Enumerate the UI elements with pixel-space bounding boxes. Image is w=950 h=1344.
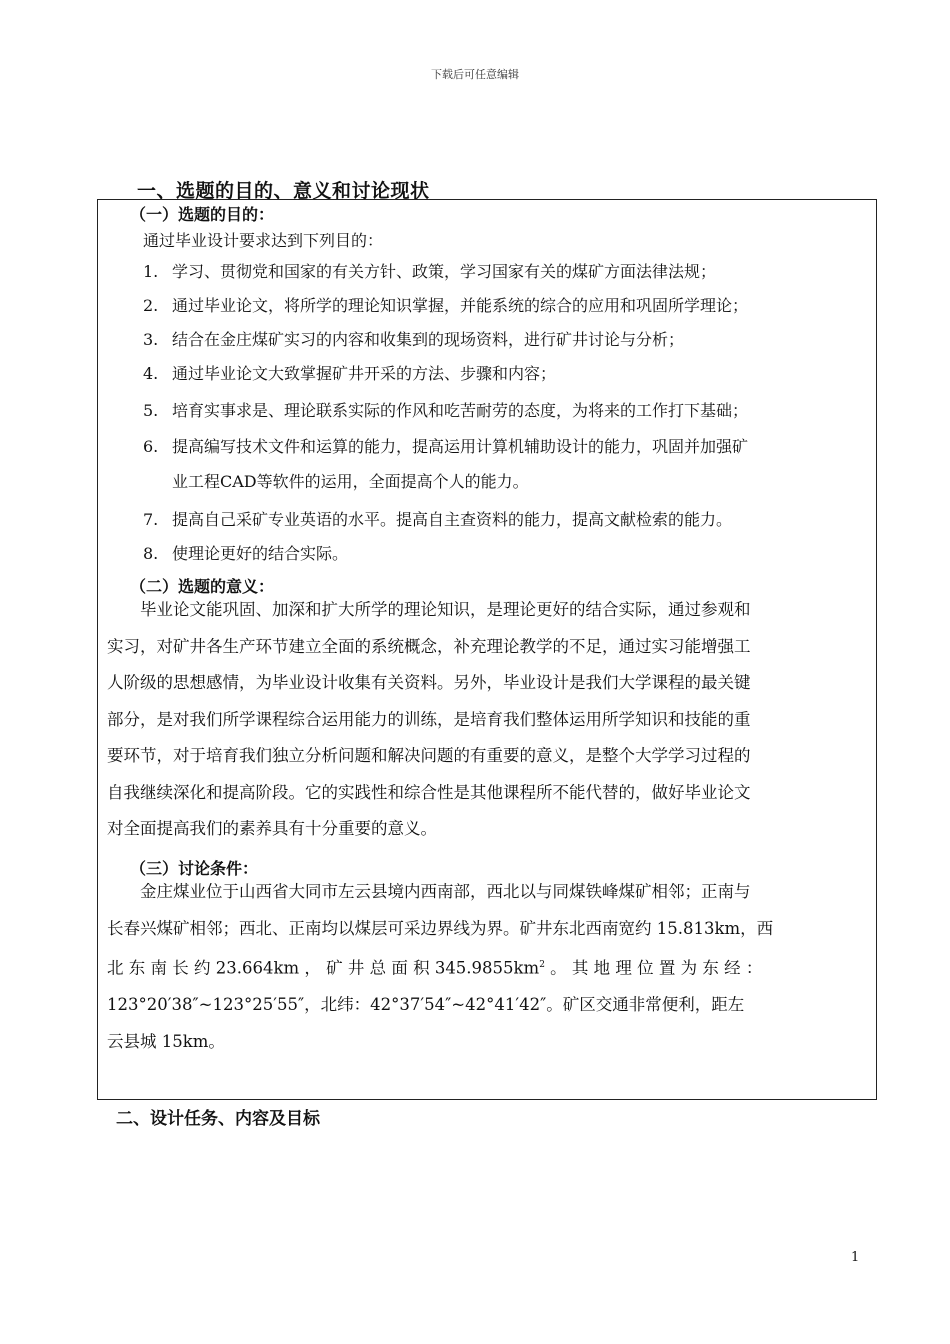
list-item-text: 学习、贯彻党和国家的有关方针、政策，学习国家有关的煤矿方面法律法规；: [172, 262, 717, 281]
list-item: [143, 506, 748, 540]
paragraph-line: 自我继续深化和提高阶段。它的实践性和综合性是其他课程所不能代替的，做好毕业论文: [107, 782, 751, 802]
list-item: [143, 258, 748, 292]
section-title: 一、选题的目的、意义和讨论现状: [137, 180, 430, 202]
conditions-heading: （三）讨论条件：: [130, 859, 259, 878]
list-item: [143, 540, 748, 574]
list-item: [143, 292, 748, 326]
list-item-number: 8.: [143, 544, 159, 563]
area-unit-superscript: 2: [539, 960, 545, 970]
page-header-note: 下载后可任意编辑: [431, 68, 519, 81]
list-item-text: 提高编写技术文件和运算的能力，提高运用计算机辅助设计的能力，巩固并加强矿: [172, 437, 749, 456]
list-item-text: 使理论更好的结合实际。: [172, 544, 349, 563]
list-item-number: 6.: [143, 437, 159, 456]
section-2-title: 二、设计任务、内容及目标: [116, 1109, 320, 1129]
list-item: [143, 326, 748, 360]
paragraph-line: 123°20′38″~123°25′55″，北纬：42°37′54″~42°41′42″。矿区交通非常便利，距左: [107, 995, 745, 1014]
paragraph-line: 云县城 15km。: [107, 1031, 225, 1051]
list-item-number: 5.: [143, 401, 159, 420]
list-item-text: 提高自己采矿专业英语的水平。提高自主查资料的能力，提高文献检索的能力。: [172, 510, 733, 529]
list-item-number: 2.: [143, 296, 159, 315]
list-item-text: 结合在金庄煤矿实习的内容和收集到的现场资料，进行矿井讨论与分析；: [172, 330, 685, 349]
paragraph-line: 要环节，对于培育我们独立分析问题和解决问题的有重要的意义，是整个大学学习过程的: [107, 746, 751, 765]
coordinate-lead: 。 其 地 理 位 置 为 东 经 ：: [544, 958, 763, 978]
list-item-text: 培育实事求是、理论联系实际的作风和吃苦耐劳的态度，为将来的工作打下基础；: [172, 401, 749, 420]
significance-heading: （二）选题的意义：: [130, 577, 275, 596]
paragraph-line: [107, 947, 869, 987]
purpose-heading: （一）选题的目的：: [130, 205, 275, 224]
purpose-intro: 通过毕业设计要求达到下列目的：: [143, 231, 384, 250]
list-item-continuation: [143, 466, 748, 506]
list-item-number: 1.: [143, 262, 159, 281]
list-item-text: 业工程CAD等软件的运用，全面提高个人的能力。: [172, 472, 529, 491]
paragraph-line: 长春兴煤矿相邻；西北、正南均以煤层可采边界线为界。矿井东北西南宽约 15.813km，西: [107, 918, 774, 938]
paragraph-line: 金庄煤业位于山西省大同市左云县境内西南部，西北以与同煤铁峰煤矿相邻；正南与: [140, 882, 751, 901]
conditions-paragraph: [107, 874, 869, 1060]
list-item: [143, 360, 748, 394]
list-item-text: 通过毕业论文大致掌握矿井开采的方法、步骤和内容；: [172, 364, 557, 383]
paragraph-line: 人阶级的思想感情，为毕业设计收集有关资料。另外，毕业设计是我们大学课程的最关键: [107, 673, 751, 692]
list-item-number: 7.: [143, 510, 159, 529]
paragraph-line: 实习，对矿井各生产环节建立全面的系统概念，补充理论教学的不足，通过实习能增强工: [107, 636, 751, 656]
paragraph-line: 毕业论文能巩固、加深和扩大所学的理论知识，是理论更好的结合实际，通过参观和: [140, 600, 751, 619]
area-text: 北 东 南 长 约 23.664km ， 矿 井 总 面 积 345.9855km: [107, 958, 540, 978]
list-item-number: 3.: [143, 330, 159, 349]
paragraph-line: 部分，是对我们所学课程综合运用能力的训练，是培育我们整体运用所学知识和技能的重: [107, 709, 751, 729]
list-item: [143, 394, 748, 430]
list-item-text: 通过毕业论文，将所学的理论知识掌握，并能系统的综合的应用和巩固所学理论；: [172, 296, 749, 315]
paragraph-line: 对全面提高我们的素养具有十分重要的意义。: [107, 819, 437, 838]
significance-paragraph: [107, 592, 869, 848]
purpose-list: [143, 258, 748, 574]
list-item: [143, 430, 748, 466]
list-item-number: 4.: [143, 364, 159, 383]
page-number: 1: [851, 1250, 860, 1265]
